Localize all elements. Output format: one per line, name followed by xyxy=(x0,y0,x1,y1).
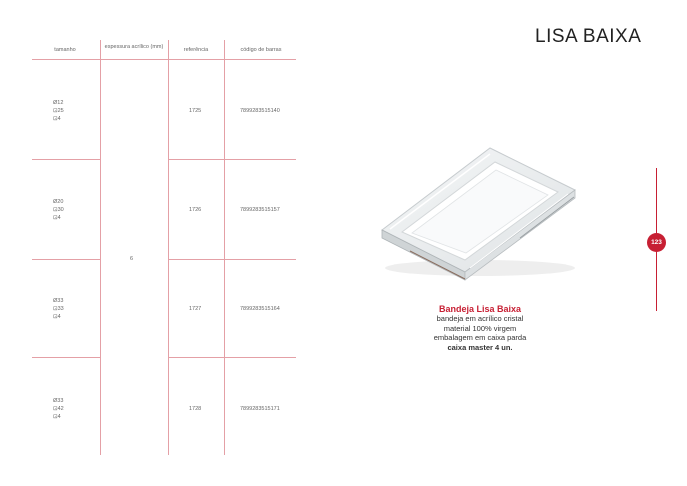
table-row-rule xyxy=(32,159,100,160)
product-name: Bandeja Lisa Baixa xyxy=(438,304,522,314)
table-row-size: Ø33 ⊡33 ⊡4 xyxy=(53,298,64,320)
table-row-size: Ø33 ⊡42 ⊡4 xyxy=(53,398,64,420)
table-row-rule xyxy=(168,159,296,160)
table-row-size: Ø12 ⊡25 ⊡4 xyxy=(53,100,64,122)
table-row-ref: 1726 xyxy=(189,207,202,213)
table-row-code: 7899283515171 xyxy=(240,406,280,412)
product-packaging: embalagem em caixa parda xyxy=(433,333,527,342)
table-divider xyxy=(100,40,101,455)
table-row-code: 7899283515157 xyxy=(240,207,280,213)
header-referencia: referência xyxy=(183,47,209,53)
table-row-rule xyxy=(32,357,100,358)
product-description: bandeja em acrílico cristal xyxy=(436,314,524,323)
page-number-badge: 123 xyxy=(647,233,666,252)
header-tamanho: tamanho xyxy=(54,47,76,53)
table-row-code: 7899283515164 xyxy=(240,306,280,312)
product-material: material 100% virgem xyxy=(443,323,517,333)
table-divider xyxy=(224,40,225,455)
table-row-ref: 1725 xyxy=(189,108,202,114)
table-divider xyxy=(168,40,169,455)
table-row-ref: 1728 xyxy=(189,406,202,412)
header-espessura: espessura acrílico (mm) xyxy=(104,44,164,50)
table-row-size: Ø20 ⊡30 ⊡4 xyxy=(53,199,64,221)
table-row-rule xyxy=(168,259,296,260)
header-codigo: código de barras xyxy=(240,47,282,53)
espessura-value: 6 xyxy=(130,256,134,262)
table-header-rule xyxy=(32,59,296,60)
table-row-ref: 1727 xyxy=(189,306,202,312)
product-master-box: caixa master 4 un. xyxy=(447,342,513,352)
table-row-rule xyxy=(168,357,296,358)
table-row-code: 7899283515140 xyxy=(240,108,280,114)
table-row-rule xyxy=(32,259,100,260)
page-title: LISA BAIXA xyxy=(535,26,642,47)
product-caption xyxy=(410,304,550,352)
acrylic-tray-image xyxy=(370,140,585,285)
